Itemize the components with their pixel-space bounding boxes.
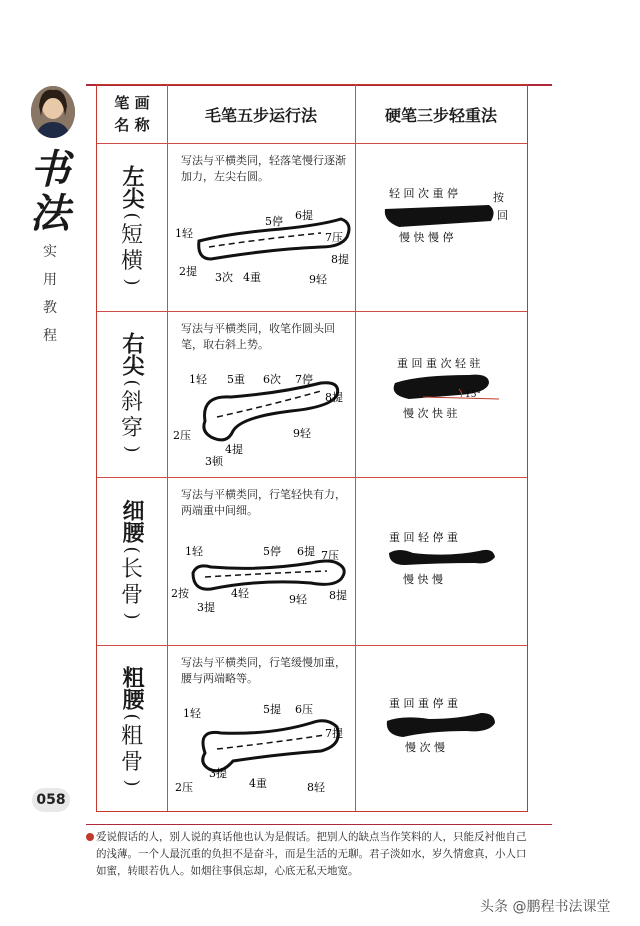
stroke-alias-char: 斜 [120,390,143,415]
stroke-row-thick-waist [97,645,527,811]
stroke-description: 写法与平横类同，轻落笔慢行逐渐加力，左尖右圆。 [181,154,346,183]
brush-label: 1轻 [183,707,201,720]
pen-label-top: 重 回 重 停 重 [389,697,458,710]
stroke-row-thin-waist [97,477,527,645]
brush-stroke-diagram [171,695,355,805]
stroke-alias [121,724,143,776]
paren-close-icon: ) [122,278,143,286]
brush-label: 3提 [209,767,227,780]
header-name-line2: 名 称 [114,116,150,134]
brush-label: 5停 [265,215,283,228]
brush-label: 6压 [295,703,313,716]
brush-label: 8提 [325,391,343,404]
stroke-description: 写法与平横类同，收笔作圆头回笔，取右斜上势。 [181,322,335,351]
side-title-char-1: 书 [30,146,70,193]
pen-stroke-diagram [359,517,527,597]
side-subtitle-char: 教 [43,300,57,316]
brush-label: 6提 [297,545,315,558]
brush-label: 2压 [173,429,191,442]
footer-note: 爱说假话的人，别人说的真话他也认为是假话。把别人的缺点当作笑料的人，只能反衬他自己的浅薄。一个人最沉重的负担不是奋斗，而是生活的无聊。君子淡如水，岁久情愈真，小人口如蜜，转眼若仇人。如烟往事俱忘却，心底无私天地宽。 [96,831,527,877]
brush-label: 9轻 [289,593,307,606]
pen-label-right: 回 [497,209,508,222]
paren-open-icon: ( [122,713,143,721]
pen-label-bottom: 慢 次 慢 [405,741,445,754]
side-title-char-2: 法 [30,190,70,237]
brush-stroke-diagram [171,197,355,297]
header-stroke-name [97,85,167,143]
brush-label: 1轻 [189,373,207,386]
pen-label-bottom: 慢 快 慢 [403,573,443,586]
brush-label: 4轻 [231,587,249,600]
stroke-alias [121,390,143,442]
brush-stroke-diagram [171,361,355,471]
brush-label: 5提 [263,703,281,716]
pen-stroke-diagram [359,183,527,263]
pen-label-top: 重 回 重 次 轻 驻 [397,357,481,370]
author-avatar [31,86,75,138]
brush-label: 9轻 [293,427,311,440]
brush-label: 3次 [215,271,233,284]
pen-label-right: 按 [493,191,504,204]
brush-label: 7提 [325,727,343,740]
brush-label: 8提 [331,253,349,266]
brush-label: 2提 [179,265,197,278]
stroke-name [97,477,167,645]
stroke-alias-char: 短 [120,223,143,248]
brush-label: 4重 [243,271,261,284]
stroke-alias-char: 骨 [120,583,143,608]
pen-label-bottom: 慢 次 快 驻 [403,407,458,420]
paren-open-icon: ( [122,546,143,554]
pen-stroke-diagram [359,353,527,433]
header-name-line1: 笔 画 [114,94,150,112]
header-pen-method: 硬笔三步轻重法 [384,105,497,125]
stroke-row-right-pointed [97,311,527,477]
brush-label: 8轻 [307,781,325,794]
side-subtitle-char: 程 [43,328,57,344]
side-subtitle-char: 实 [43,244,57,260]
stroke-name-main: 左尖 [119,165,145,209]
brush-stroke-diagram [171,533,355,633]
stroke-alias-char: 横 [120,249,143,274]
stroke-description: 写法与平横类同，行笔轻快有力，两端重中间细。 [181,488,346,517]
side-title [22,148,78,348]
brush-label: 6次 [263,373,281,386]
pen-label-bottom: 慢 快 慢 停 [399,231,454,244]
brush-label: 1轻 [185,545,203,558]
stroke-row-left-pointed [97,143,527,311]
stroke-alias-char: 骨 [120,750,143,775]
pen-label-top: 重 回 轻 停 重 [389,531,458,544]
brush-label: 7压 [321,549,339,562]
stroke-name-main: 细腰 [119,499,145,543]
brush-label: 1轻 [175,227,193,240]
brush-label: 4提 [225,443,243,456]
header-brush-method: 毛笔五步运行法 [204,105,317,125]
brush-label: 3顿 [205,455,223,468]
bullet-icon [86,833,94,841]
stroke-table [96,84,528,812]
watermark: 头条 @鹏程书法课堂 [480,899,611,915]
paren-close-icon: ) [122,779,143,787]
brush-label: 7停 [295,373,313,386]
pen-label-top: 轻 回 次 重 停 [389,187,458,200]
stroke-alias-char: 穿 [120,416,143,441]
bottom-rule [86,824,552,825]
stroke-name-main: 粗腰 [119,666,145,710]
brush-label: 5重 [227,373,245,386]
stroke-alias [121,557,143,609]
brush-label: 4重 [249,777,267,790]
brush-label: 2压 [175,781,193,794]
brush-label: 5停 [263,545,281,558]
page-number: 058 [32,788,70,812]
brush-label: 6提 [295,209,313,222]
brush-label: 9轻 [309,273,327,286]
stroke-name [97,645,167,811]
brush-label: 7压 [325,231,343,244]
pen-angle-label: 15° [465,390,481,400]
paren-close-icon: ) [122,612,143,620]
pen-stroke-diagram [359,689,527,769]
stroke-alias-char: 长 [120,557,143,582]
paren-close-icon: ) [122,445,143,453]
stroke-name [97,143,167,311]
brush-label: 8提 [329,589,347,602]
stroke-name [97,311,167,477]
paren-open-icon: ( [122,212,143,220]
stroke-alias [121,223,143,275]
stroke-description: 写法与平横类同，行笔缓慢加重，腰与两端略等。 [181,656,346,685]
paren-open-icon: ( [122,379,143,387]
stroke-alias-char: 粗 [120,724,143,749]
stroke-name-main: 右尖 [119,332,145,376]
brush-label: 2按 [171,587,189,600]
brush-label: 3提 [197,601,215,614]
side-subtitle-char: 用 [43,272,57,288]
